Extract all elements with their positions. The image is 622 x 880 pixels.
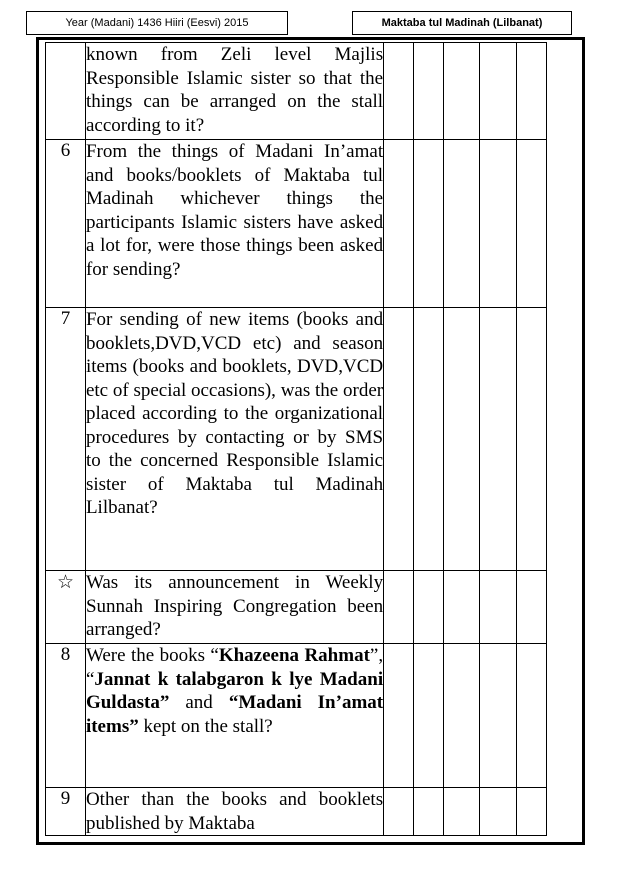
mark-cell[interactable] [443,644,480,788]
mark-cell[interactable] [480,788,517,836]
question-text: For sending of new items (books and booklets,DVD,VCD etc) and season items (books and booklets, DVD,VCD etc of special occasions), was the order placed according to the organizational procedures by contacting or by SMS to the concerned Responsible Islamic sister of Maktaba tul Madinah Lilbanat? [85,309,384,518]
mark-cell[interactable] [517,644,547,788]
table-row [46,644,547,788]
mark-cell[interactable] [443,571,480,644]
mark-cell[interactable] [413,308,443,571]
mark-cell[interactable] [384,140,414,308]
mark-cell[interactable] [384,644,414,788]
question-text: Was its announcement in Weekly Sunnah Inspiring Congregation been arranged? [85,572,384,640]
question-text [86,644,383,738]
question-text: Other than the books and booklets published by Maktaba [85,789,384,834]
table-row [46,571,547,644]
header-publisher-text: Maktaba tul Madinah (Lilbanat) [381,17,543,29]
mark-cell[interactable] [413,788,443,836]
row-number: 9 [46,788,86,836]
mark-cell[interactable] [517,140,547,308]
mark-cell[interactable] [480,644,517,788]
mark-cell[interactable] [413,644,443,788]
question-text: From the things of Madani In’amat and books/booklets of Maktaba tul Madinah whichever things the participants Islamic sisters have asked a lot for, were those things been asked for sending? [85,141,384,280]
mark-cell[interactable] [517,788,547,836]
mark-cell[interactable] [384,308,414,571]
row-number: 6 [46,140,86,308]
mark-cell[interactable] [480,571,517,644]
text-segment: kept on the stall? [138,715,273,737]
header-year-text: Year (Madani) 1436 Hiiri (Eesvi) 2015 [65,17,249,29]
header-year-box [26,11,288,35]
mark-cell[interactable] [517,571,547,644]
mark-cell[interactable] [480,308,517,571]
question-text: known from Zeli level Majlis Responsible Islamic sister so that the things can be arranged on the stall according to it? [85,44,384,136]
question-cell [85,788,383,836]
mark-cell[interactable] [384,43,414,140]
mark-cell[interactable] [443,788,480,836]
mark-cell[interactable] [443,43,480,140]
row-number: 8 [46,644,86,788]
mark-cell[interactable] [413,43,443,140]
mark-cell[interactable] [413,571,443,644]
table-row [46,788,547,836]
mark-cell[interactable] [384,571,414,644]
text-segment: ”, “ [85,645,384,690]
book-title: Khazeena Rahmat [218,645,370,666]
book-title: Jannat k talabgaron k lye Madani Guldasta” [85,668,384,713]
table-row [46,43,547,140]
question-cell [85,43,383,140]
question-cell [85,644,383,788]
star-icon: ☆ [46,571,86,644]
survey-table [45,42,547,836]
mark-cell[interactable] [443,140,480,308]
mark-cell[interactable] [443,308,480,571]
mark-cell[interactable] [517,43,547,140]
question-cell [85,308,383,571]
book-title: “Madani In’amat items” [85,692,384,737]
mark-cell[interactable] [384,788,414,836]
header-publisher-box [352,11,572,35]
question-cell [85,140,383,308]
text-segment: and [169,692,229,713]
table-row [46,140,547,308]
mark-cell[interactable] [517,308,547,571]
text-segment: Were the books “ [85,645,219,666]
table-row [46,308,547,571]
row-number: 7 [46,308,86,571]
mark-cell[interactable] [480,43,517,140]
question-cell [85,571,383,644]
row-number [46,43,86,140]
mark-cell[interactable] [480,140,517,308]
mark-cell[interactable] [413,140,443,308]
